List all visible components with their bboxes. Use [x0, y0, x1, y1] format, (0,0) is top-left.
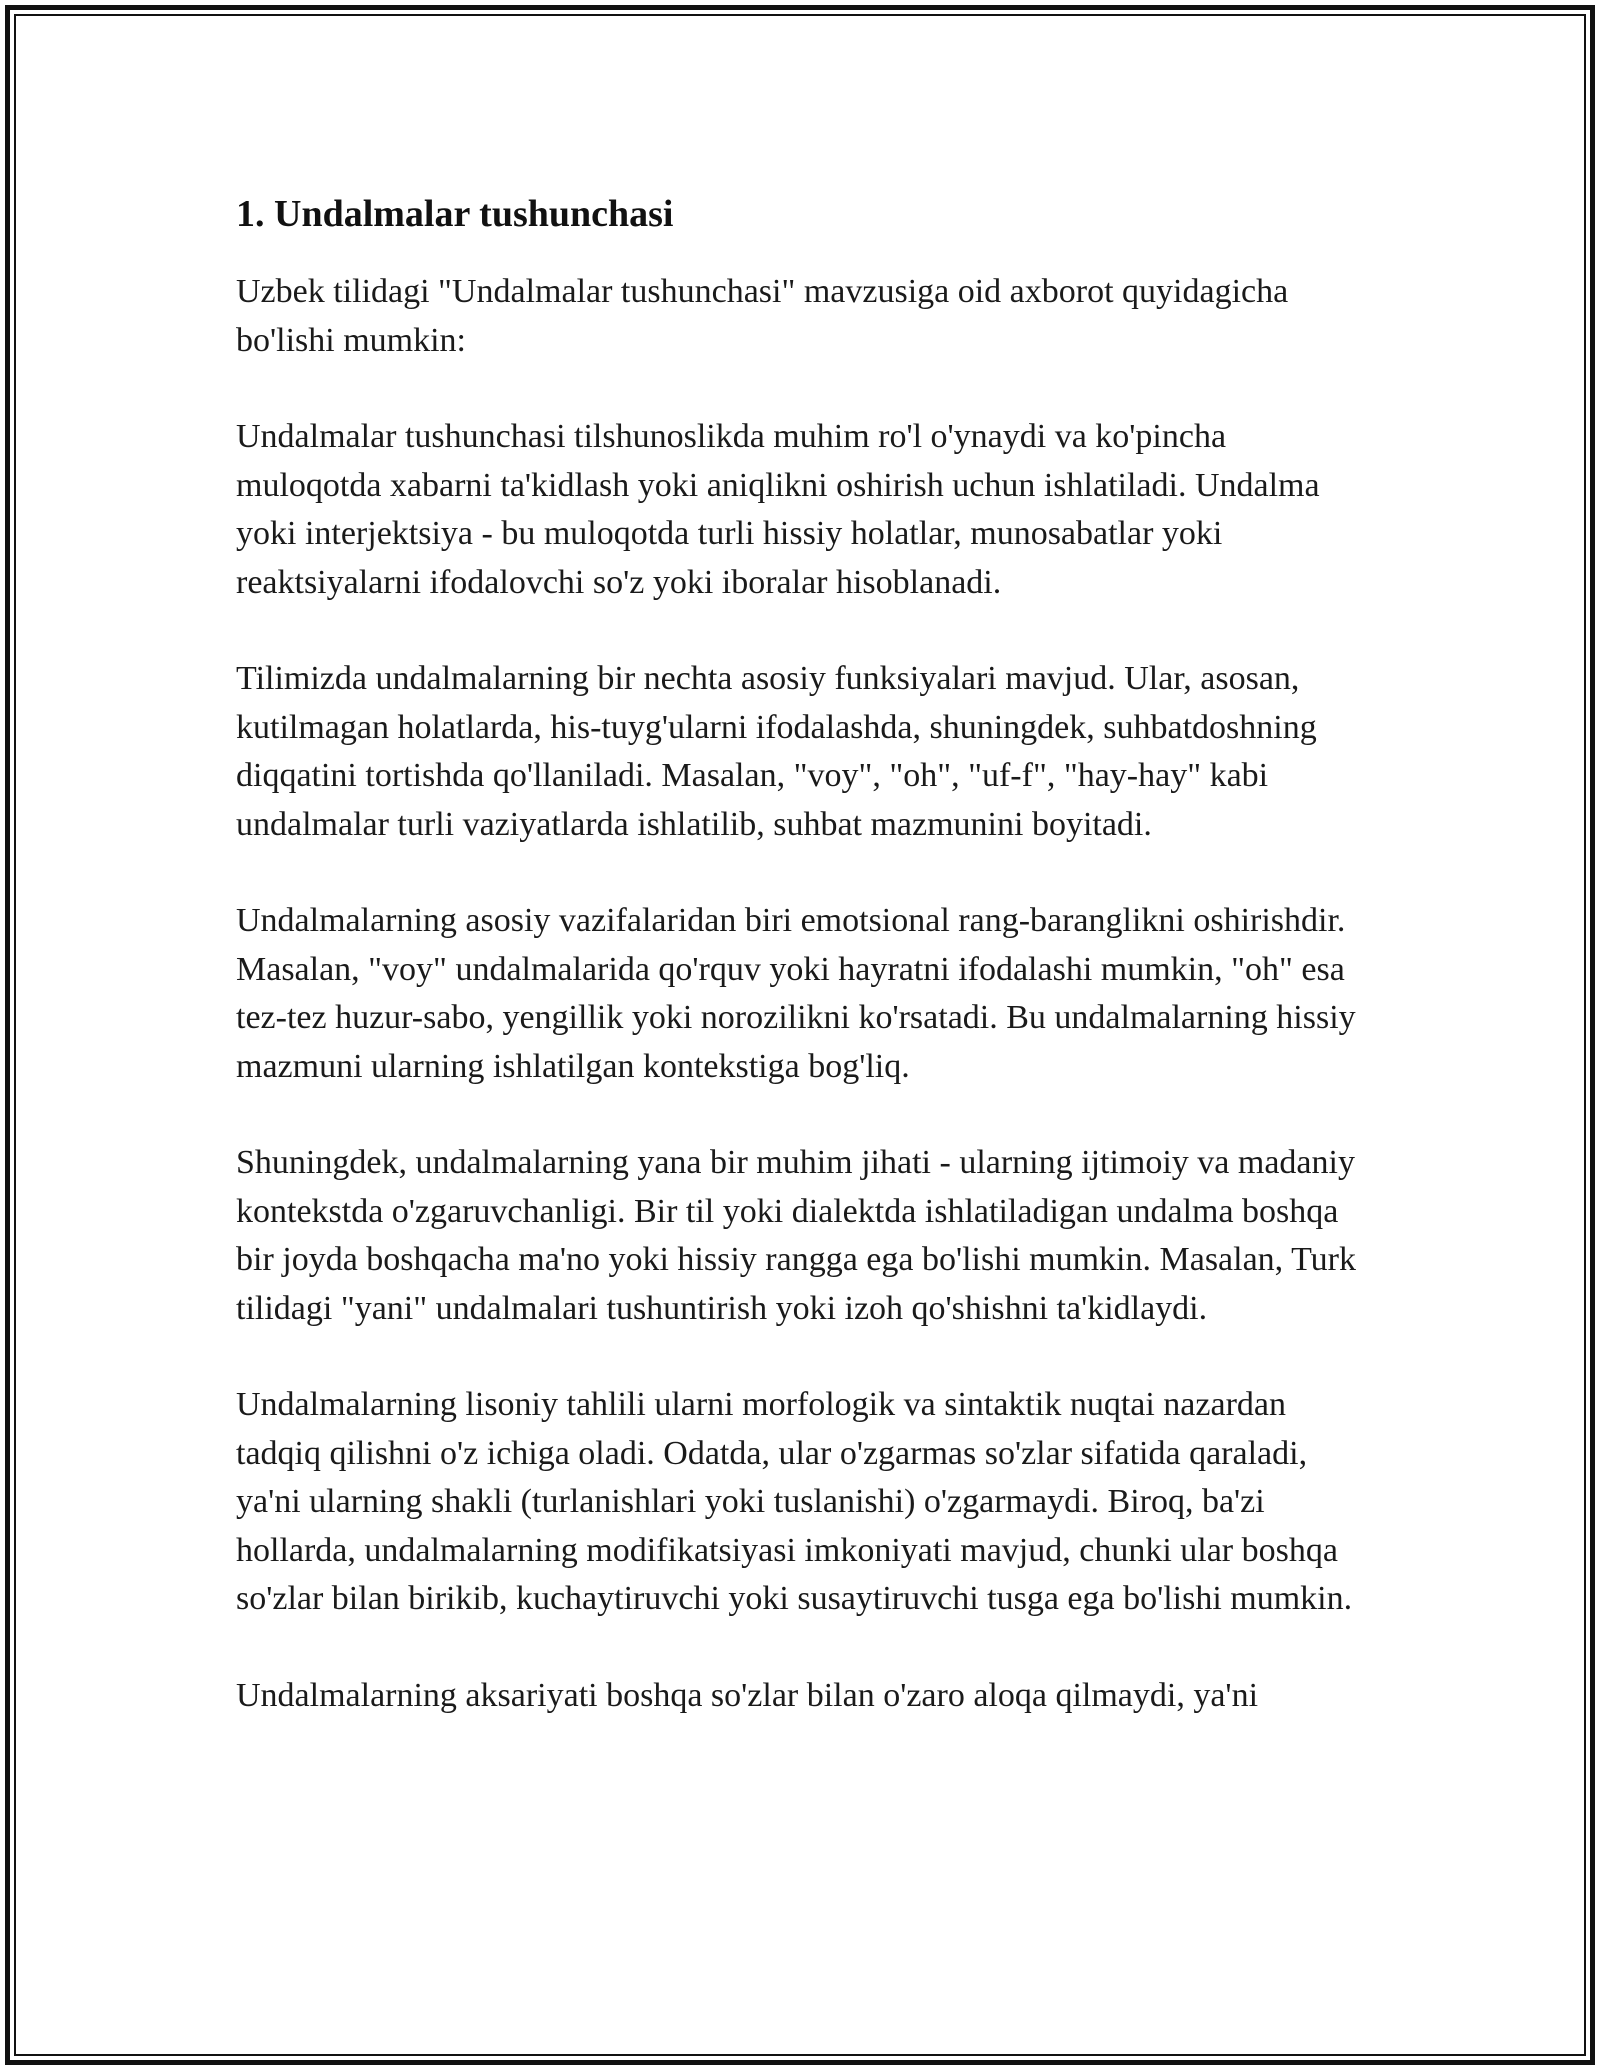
paragraph-continuation: Undalmalarning aksariyati boshqa so'zlar bilan o'zaro aloqa qilmaydi, ya'ni	[236, 1676, 1259, 1714]
paragraph-intro: Uzbek tilidagi "Undalmalar tushunchasi" mavzusiga oid axborot quyidagicha bo'lishi mumkin:	[236, 273, 1289, 359]
paragraph-linguistic-analysis: Undalmalarning lisoniy tahlili ularni morfologik va sintaktik nuqtai nazardan tadqiq qilishni o'z ichiga oladi. Odatda, ular o'zgarmas so'zlar sifatida qaraladi, ya'ni ularning shakli (turlanishlari yoki tuslanishi) o'zgarmaydi. Biroq, ba'zi hollarda, undalmalarning modifikatsiyasi imkoniyati mavjud, chunki ular boshqa so'zlar bilan birikib, kuchaytiruvchi yoki susaytiruvchi tusga ega bo'lishi mumkin.	[236, 1386, 1353, 1617]
paragraph-definition: Undalmalar tushunchasi tilshunoslikda muhim ro'l o'ynaydi va ko'pincha muloqotda xabarni ta'kidlash yoki aniqlikni oshirish uchun ishlatiladi. Undalma yoki interjektsiya - bu muloqotda turli hissiy holatlar, munosabatlar yoki reaktsiyalarni ifodalovchi so'z yoki iboralar hisoblanadi.	[236, 418, 1320, 601]
document-body	[236, 186, 1376, 1768]
paragraph-functions: Tilimizda undalmalarning bir nechta asosiy funksiyalari mavjud. Ular, asosan, kutilmagan holatlarda, his-tuyg'ularni ifodalashda, shuningdek, suhbatdoshning diqqatini tortishda qo'llaniladi. Masalan, "voy", "oh", "uf-f", "hay-hay" kabi undalmalar turli vaziyatlarda ishlatilib, suhbat mazmunini boyitadi.	[236, 660, 1317, 843]
paragraph-emotional: Undalmalarning asosiy vazifalaridan biri emotsional rang-baranglikni oshirishdir. Masalan, "voy" undalmalarida qo'rquv yoki hayratni ifodalashi mumkin, "oh" esa tez-tez huzur-sabo, yengillik yoki norozilikni ko'rsatadi. Bu undalmalarning hissiy mazmuni ularning ishlatilgan kontekstiga bog'liq.	[236, 902, 1356, 1085]
paragraph-social-context: Shuningdek, undalmalarning yana bir muhim jihati - ularning ijtimoiy va madaniy kontekstda o'zgaruvchanligi. Bir til yoki dialektda ishlatiladigan undalma boshqa bir joyda boshqacha ma'no yoki hissiy rangga ega bo'lishi mumkin. Masalan, Turk tilidagi "yani" undalmalari tushuntirish yoki izoh qo'shishni ta'kidlaydi.	[236, 1144, 1356, 1327]
section-heading: 1. Undalmalar tushunchasi	[236, 193, 674, 235]
